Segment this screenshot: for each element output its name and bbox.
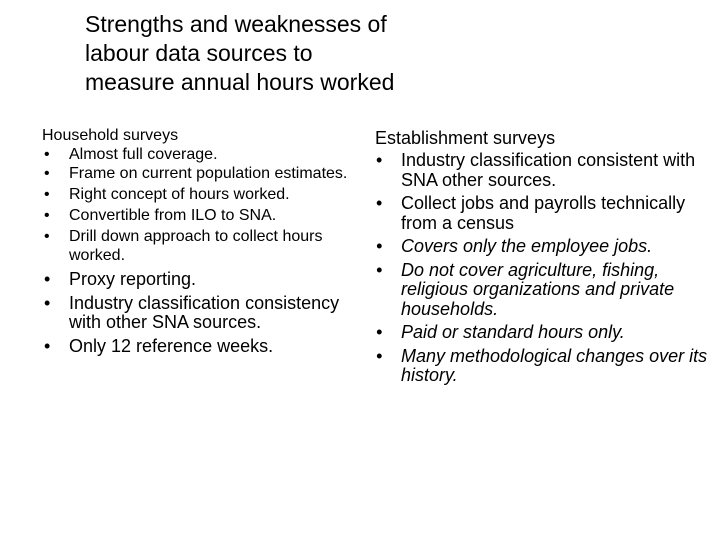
- bullet-icon: •: [376, 259, 383, 280]
- bullet-icon: •: [376, 150, 383, 170]
- list-item: [375, 261, 715, 320]
- list-item-text: Convertible from ILO to SNA.: [69, 207, 277, 224]
- bullet-icon: •: [376, 236, 383, 256]
- list-item: [375, 237, 715, 257]
- bullet-icon: •: [44, 292, 51, 313]
- list-item: [42, 337, 362, 357]
- household-surveys-column: [42, 126, 362, 356]
- bullet-icon: •: [44, 228, 50, 245]
- bullet-icon: •: [44, 207, 50, 224]
- list-item: [375, 347, 715, 386]
- list-item: [42, 270, 362, 290]
- list-item: [42, 145, 362, 164]
- list-item: [42, 185, 362, 204]
- bullet-icon: •: [44, 165, 50, 182]
- list-item: [375, 194, 715, 233]
- household-surveys-heading: Household surveys: [42, 127, 179, 144]
- bullet-icon: •: [376, 193, 383, 213]
- list-item: [375, 323, 715, 343]
- bullet-icon: •: [44, 335, 51, 356]
- establishment-surveys-list: [375, 151, 715, 386]
- list-item-text: Drill down approach to collect hours worked.: [69, 228, 323, 264]
- bullet-icon: •: [44, 146, 50, 163]
- list-item-text: Almost full coverage.: [69, 146, 218, 163]
- bullet-icon: •: [44, 269, 51, 289]
- list-item-text: Frame on current population estimates.: [69, 165, 348, 182]
- list-item: [42, 294, 362, 333]
- bullet-icon: •: [376, 322, 383, 342]
- bullet-icon: •: [44, 186, 50, 203]
- list-item-text: Industry classification consistent with SNA other sources.: [401, 150, 696, 190]
- list-item-text: Covers only the employee jobs.: [401, 236, 653, 256]
- list-item-text: Industry classification consistency with other SNA sources.: [69, 292, 340, 332]
- list-item-text: Only 12 reference weeks.: [69, 335, 274, 356]
- slide-title: Strengths and weaknesses of labour data sources to measure annual hours worked: [85, 11, 395, 95]
- list-item: [42, 164, 362, 183]
- list-item-text: Right concept of hours worked.: [69, 186, 290, 203]
- list-item-text: Collect jobs and payrolls technically from a census: [401, 193, 686, 233]
- establishment-surveys-heading: Establishment surveys: [375, 128, 556, 148]
- bullet-icon: •: [376, 345, 383, 366]
- establishment-surveys-column: [375, 128, 715, 386]
- household-surveys-list: [42, 145, 362, 356]
- list-item-text: Do not cover agriculture, fishing, religious organizations and private households.: [401, 259, 675, 319]
- list-item: [42, 227, 362, 265]
- list-item-text: Many methodological changes over its history.: [401, 345, 708, 385]
- list-item-text: Proxy reporting.: [69, 269, 197, 289]
- list-item-text: Paid or standard hours only.: [401, 322, 625, 342]
- list-item: [375, 151, 715, 190]
- list-item: [42, 206, 362, 225]
